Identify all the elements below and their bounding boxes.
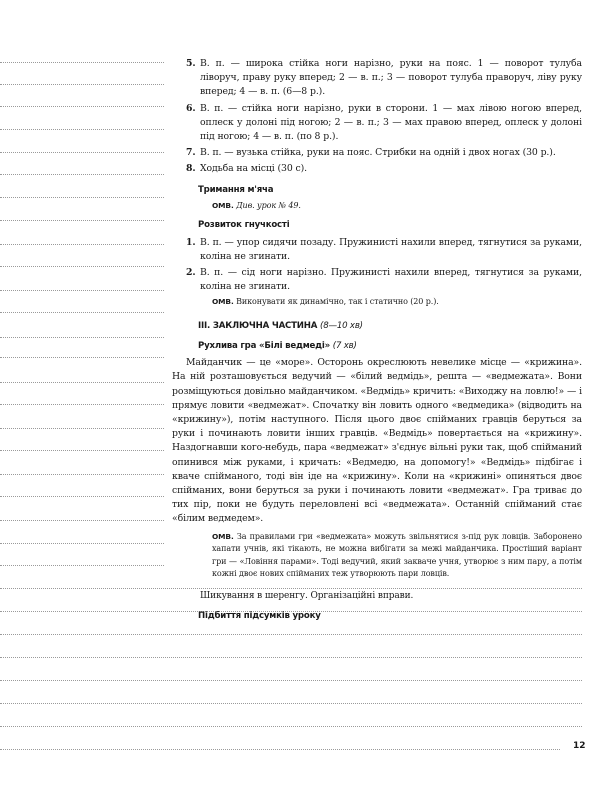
game-time: (7 хв) xyxy=(332,341,357,352)
note-line xyxy=(0,657,582,658)
note-line xyxy=(0,496,164,497)
note-line xyxy=(0,244,164,245)
note-line xyxy=(0,634,582,635)
exercise-item xyxy=(186,57,582,100)
exercise-text: В. п. — стійка ноги нарізно, руки в сторони. 1 — мах лівою ногою вперед, оплеск у долоні під ногою; 2 — в. п.; 3 — мах правою вперед, оплеск у долоні під ногою; 4 — в. п. (по 8 р.). xyxy=(200,102,582,143)
ball-section-note xyxy=(212,200,582,213)
page-number: 12 xyxy=(573,741,586,751)
exercise-text: В. п. — сід ноги нарізно. Пружинисті нахили вперед, тягнутися за руками, коліна не згинати. xyxy=(200,266,582,293)
note-line xyxy=(0,152,164,153)
note-line xyxy=(0,337,164,338)
note-line xyxy=(0,106,164,107)
summary-heading: Підбиття підсумків уроку xyxy=(198,610,321,621)
note-line xyxy=(0,197,164,198)
note-line xyxy=(0,357,164,358)
exercise-number: 1. xyxy=(186,236,196,248)
exercise-text: Ходьба на місці (30 с). xyxy=(200,163,308,175)
note-line xyxy=(0,129,164,130)
note-tag: ОМВ. xyxy=(212,531,234,541)
game-note xyxy=(212,531,582,581)
note-line xyxy=(0,220,164,221)
exercise-item xyxy=(186,236,582,264)
note-tag: ОМВ. xyxy=(212,297,234,307)
note-line xyxy=(0,290,164,291)
flexibility-note xyxy=(212,296,582,309)
note-line xyxy=(0,474,164,475)
lesson-content xyxy=(172,57,582,626)
exercise-item xyxy=(186,266,582,294)
note-line xyxy=(0,543,164,544)
game-title: Рухлива гра «Білі ведмеді» xyxy=(198,341,330,352)
note-text: Див. урок № 49. xyxy=(236,200,301,210)
exercise-text: В. п. — вузька стійка, руки на пояс. Стрибки на одній і двох ногах (30 р.). xyxy=(200,147,556,159)
note-line xyxy=(0,404,164,405)
final-part-title: ІІІ. ЗАКЛЮЧНА ЧАСТИНА xyxy=(198,320,318,331)
exercise-number: 2. xyxy=(186,266,196,278)
final-part-heading xyxy=(198,319,582,333)
note-line xyxy=(0,703,582,704)
note-line xyxy=(0,174,164,175)
exercise-number: 5. xyxy=(186,58,196,69)
note-line xyxy=(0,62,164,63)
flexibility-section-heading: Розвиток гнучкості xyxy=(198,220,290,231)
exercise-item xyxy=(186,102,582,145)
exercise-number: 8. xyxy=(186,163,196,175)
note-line xyxy=(0,84,164,85)
note-line xyxy=(0,680,582,681)
final-part-time: (8—10 хв) xyxy=(320,320,363,331)
note-line xyxy=(0,382,164,383)
note-line xyxy=(0,266,164,267)
note-line xyxy=(0,726,582,727)
formation-text: Шикування в шеренгу. Організаційні вправи. xyxy=(200,590,414,601)
note-line xyxy=(0,312,164,313)
exercise-item xyxy=(186,162,582,176)
note-line xyxy=(0,428,164,429)
note-line xyxy=(0,450,164,451)
note-text: За правилами гри «ведмежата» можуть звільнятися з-під рук ловців. Заборонено хапати учнів, які тікають, не можна вибігати за межі майданчика. Простіший варіант гри — «Ловіння парами». Тоді ведучий, який закваче учня, утворює з ним пару, а потім кожні двоє нових спійманих теж утворюють пари ловців. xyxy=(212,531,582,579)
exercise-text: В. п. — широка стійка ноги нарізно, руки на пояс. 1 — поворот тулуба ліворуч, праву руку вперед; 2 — в. п.; 3 — поворот тулуба праворуч, ліву руку вперед; 4 — в. п. (6—8 р.). xyxy=(200,58,582,98)
note-line xyxy=(0,565,164,566)
exercise-number: 6. xyxy=(186,102,196,114)
exercise-text: В. п. — упор сидячи позаду. Пружинисті нахили вперед, тягнутися за руками, коліна не згинати. xyxy=(200,236,582,262)
game-heading xyxy=(198,339,582,353)
game-description: Майданчик — це «море». Осторонь окреслюють невелике місце — «крижина». На ній розташовується ведучий — «білий ведмідь», решта — «ведмежата». Вони розміщуються довільно майданчиком. «Ведмідь» кричить: «Виходжу на ловлю!» — і прямує ловити «ведмежат». Спочатку він ловить одного «ведмедика» (відводить на «крижину»), потім наступного. Після цього двоє спійманих гравців беруться за руки і починають ловити інших гравців. «Ведмідь» повертається на «крижину». Наздогнавши кого-небудь, пара «ведмежат» з'єднує вільні руки так, щоб спійманий опинився між руками, і кричать: «Ведмедю, на допомогу!» «Ведмідь» підбігає і кваче спійманого, тоді він іде на «крижину». Коли на «крижині» опиняться двоє спійманих, вони беруться за руки і починають ловити «ведмежат». Гра триває до тих пір, поки не будуть переловлені всі «ведмежата». Останній спійманий стає «білим ведмедем». xyxy=(172,357,582,525)
exercise-number: 7. xyxy=(186,147,196,159)
note-text: Виконувати як динамічно, так і статично (20 р.). xyxy=(236,297,439,307)
ball-section-heading: Тримання м'яча xyxy=(198,184,274,195)
note-tag: ОМВ. xyxy=(212,200,234,210)
note-line xyxy=(0,749,560,750)
exercise-item xyxy=(186,146,582,160)
note-line xyxy=(0,520,164,521)
